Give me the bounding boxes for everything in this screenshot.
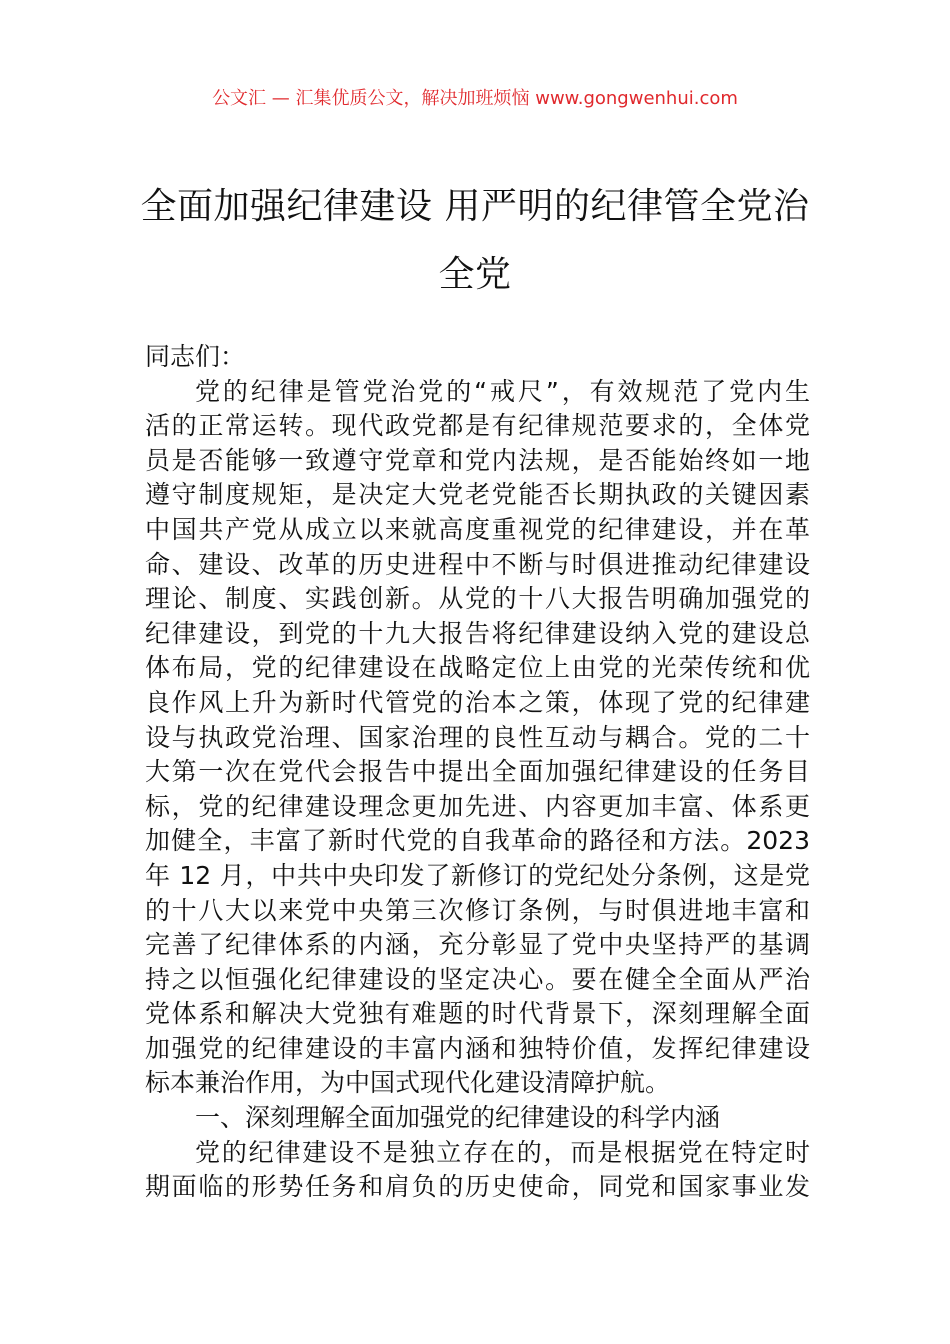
section-heading: 一、深刻理解全面加强党的纪律建设的科学内涵 xyxy=(195,1103,721,1133)
document-title-line-2: 全党 xyxy=(438,254,512,295)
paragraph-line: 中国共产党从成立以来就高度重视党的纪律建设，并在革 xyxy=(145,514,810,544)
paragraph-line: 遵守制度规矩，是决定大党老党能否长期执政的关键因素 xyxy=(145,480,810,510)
paragraph-line: 体布局，党的纪律建设在战略定位上由党的光荣传统和优 xyxy=(145,653,810,683)
salutation: 同志们： xyxy=(145,342,246,371)
paragraph-line: 年 12 月，中共中央印发了新修订的党纪处分条例，这是党 xyxy=(145,860,810,890)
paragraph-line: 设与执政党治理、国家治理的良性互动与耦合。党的二十 xyxy=(145,722,810,752)
paragraph-line: 标，党的纪律建设理念更加先进、内容更加丰富、体系更 xyxy=(145,791,810,821)
paragraph-line: 大第一次在党代会报告中提出全面加强纪律建设的任务目 xyxy=(145,757,810,787)
paragraph-line: 标本兼治作用，为中国式现代化建设清障护航。 xyxy=(145,1068,671,1098)
paragraph-line: 党体系和解决大党独有难题的时代背景下，深刻理解全面 xyxy=(145,999,810,1029)
document-title-line-1: 全面加强纪律建设 用严明的纪律管全党治 xyxy=(140,186,810,227)
paragraph-line: 理论、制度、实践创新。从党的十八大报告明确加强党的 xyxy=(145,584,810,614)
paragraph-line: 期面临的形势任务和肩负的历史使命，同党和国家事业发 xyxy=(145,1172,810,1202)
paragraph-line: 命、建设、改革的历史进程中不断与时俱进推动纪律建设 xyxy=(145,549,810,579)
paragraph-line: 完善了纪律体系的内涵，充分彰显了党中央坚持严的基调 xyxy=(145,930,810,960)
paragraph-line: 持之以恒强化纪律建设的坚定决心。要在健全全面从严治 xyxy=(145,964,810,994)
paragraph-line: 党的纪律是管党治党的“戒尺”，有效规范了党内生 xyxy=(195,376,810,406)
paragraph-line: 员是否能够一致遵守党章和党内法规，是否能始终如一地 xyxy=(145,445,810,475)
paragraph-line: 的十八大以来党中央第三次修订条例，与时俱进地丰富和 xyxy=(145,895,810,925)
paragraph-line: 加健全，丰富了新时代党的自我革命的路径和方法。2023 xyxy=(145,826,810,856)
site-banner: 公文汇 — 汇集优质公文，解决加班烦恼 www.gongwenhui.com xyxy=(212,88,738,109)
paragraph-line: 良作风上升为新时代管党的治本之策，体现了党的纪律建 xyxy=(145,687,810,717)
paragraph-line: 党的纪律建设不是独立存在的，而是根据党在特定时 xyxy=(195,1137,810,1167)
document-body xyxy=(145,340,810,1205)
paragraph-line: 纪律建设，到党的十九大报告将纪律建设纳入党的建设总 xyxy=(145,618,810,648)
paragraph-line: 活的正常运转。现代政党都是有纪律规范要求的，全体党 xyxy=(145,411,810,441)
paragraph-line: 加强党的纪律建设的丰富内涵和独特价值，发挥纪律建设 xyxy=(145,1033,810,1063)
